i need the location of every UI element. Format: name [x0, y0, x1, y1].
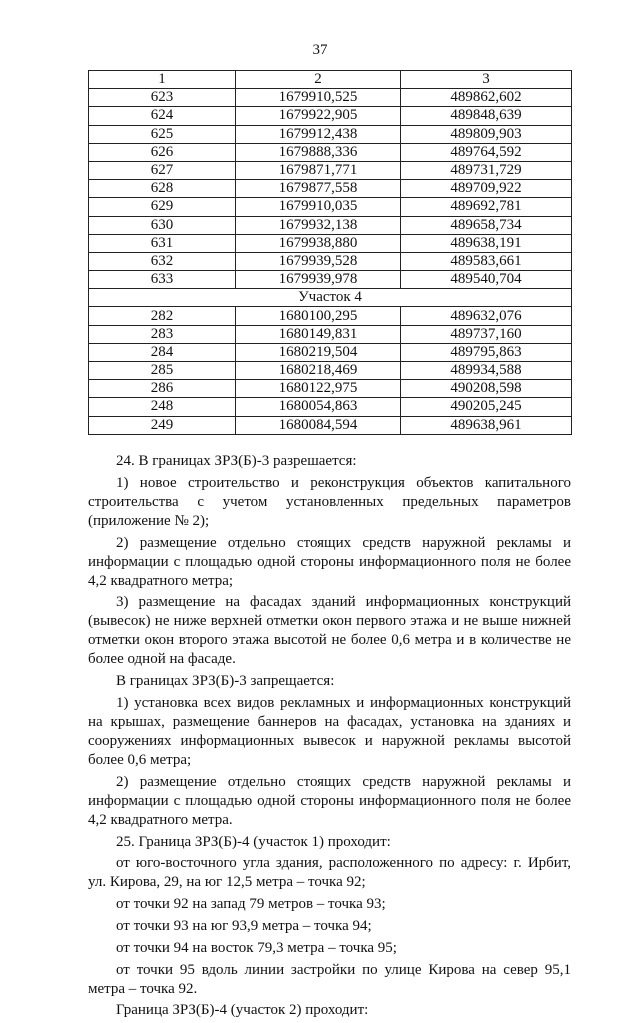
table-row [89, 271, 572, 289]
table-row [89, 180, 572, 198]
column-header: 2 [236, 71, 401, 89]
x-coordinate-cell: 1679910,035 [236, 198, 401, 216]
y-coordinate-cell: 489638,961 [401, 416, 572, 434]
paragraph: 2) размещение отдельно стоящих средств наружной рекламы и информации с площадью одной стороны информационного поля не более 4,2 квадратного метра. [88, 773, 571, 828]
y-coordinate-cell: 489862,602 [401, 89, 572, 107]
y-coordinate-cell: 489848,639 [401, 107, 572, 125]
section-label: Участок 4 [89, 289, 572, 307]
x-coordinate-cell: 1679888,336 [236, 143, 401, 161]
table-header-row [89, 71, 572, 89]
y-coordinate-cell: 489658,734 [401, 216, 572, 234]
point-number-cell: 283 [89, 325, 236, 343]
paragraph: от точки 95 вдоль линии застройки по улице Кирова на север 95,1 метра – точка 92. [88, 961, 571, 997]
column-header: 3 [401, 71, 572, 89]
x-coordinate-cell: 1679939,978 [236, 271, 401, 289]
point-number-cell: 632 [89, 252, 236, 270]
point-number-cell: 629 [89, 198, 236, 216]
paragraph: 25. Граница ЗРЗ(Б)-4 (участок 1) проходит: [116, 833, 391, 850]
x-coordinate-cell: 1679932,138 [236, 216, 401, 234]
x-coordinate-cell: 1679938,880 [236, 234, 401, 252]
x-coordinate-cell: 1680122,975 [236, 380, 401, 398]
x-coordinate-cell: 1680218,469 [236, 362, 401, 380]
table-row [89, 161, 572, 179]
table-body-group-1 [89, 89, 572, 289]
x-coordinate-cell: 1680100,295 [236, 307, 401, 325]
table-row [89, 380, 572, 398]
x-coordinate-cell: 1679922,905 [236, 107, 401, 125]
table-row [89, 416, 572, 434]
paragraph: 1) новое строительство и реконструкция объектов капитального строительства с учетом установленных предельных параметров (приложение № 2); [88, 474, 571, 529]
point-number-cell: 631 [89, 234, 236, 252]
x-coordinate-cell: 1679871,771 [236, 161, 401, 179]
y-coordinate-cell: 489632,076 [401, 307, 572, 325]
table-row [89, 343, 572, 361]
point-number-cell: 627 [89, 161, 236, 179]
table-section [89, 289, 572, 307]
paragraph: В границах ЗРЗ(Б)-3 запрещается: [116, 673, 335, 690]
x-coordinate-cell: 1679877,558 [236, 180, 401, 198]
x-coordinate-cell: 1679910,525 [236, 89, 401, 107]
paragraph: 24. В границах ЗРЗ(Б)-3 разрешается: [116, 453, 357, 469]
point-number-cell: 626 [89, 143, 236, 161]
y-coordinate-cell: 489583,661 [401, 252, 572, 270]
document-text [88, 452, 571, 1023]
y-coordinate-cell: 489540,704 [401, 271, 572, 289]
table-row [89, 216, 572, 234]
paragraph: 3) размещение на фасадах зданий информационных конструкций (вывесок) не ниже верхней отметки окон первого этажа и не выше нижней отметки окон второго этажа высотой не более 0,6 метра и в количестве не более одной на фасаде. [88, 594, 571, 668]
table-row [89, 252, 572, 270]
y-coordinate-cell: 489809,903 [401, 125, 572, 143]
paragraph: 2) размещение отдельно стоящих средств наружной рекламы и информации с площадью одной стороны информационного поля не более 4,2 квадратного метра; [88, 534, 571, 589]
x-coordinate-cell: 1680149,831 [236, 325, 401, 343]
y-coordinate-cell: 490208,598 [401, 380, 572, 398]
x-coordinate-cell: 1679912,438 [236, 125, 401, 143]
table-row [89, 198, 572, 216]
table-row [89, 143, 572, 161]
point-number-cell: 286 [89, 380, 236, 398]
point-number-cell: 248 [89, 398, 236, 416]
table-row [89, 398, 572, 416]
column-header: 1 [89, 71, 236, 89]
x-coordinate-cell: 1680219,504 [236, 343, 401, 361]
y-coordinate-cell: 489692,781 [401, 198, 572, 216]
paragraph: от точки 93 на юг 93,9 метра – точка 94; [116, 917, 372, 934]
point-number-cell: 284 [89, 343, 236, 361]
page-number: 37 [312, 42, 328, 58]
y-coordinate-cell: 489731,729 [401, 161, 572, 179]
x-coordinate-cell: 1679939,528 [236, 252, 401, 270]
point-number-cell: 625 [89, 125, 236, 143]
y-coordinate-cell: 490205,245 [401, 398, 572, 416]
table-body-group-2 [89, 307, 572, 434]
y-coordinate-cell: 489709,922 [401, 180, 572, 198]
point-number-cell: 624 [89, 107, 236, 125]
y-coordinate-cell: 489638,191 [401, 234, 572, 252]
y-coordinate-cell: 489764,592 [401, 143, 572, 161]
y-coordinate-cell: 489934,588 [401, 362, 572, 380]
table-row [89, 325, 572, 343]
point-number-cell: 285 [89, 362, 236, 380]
paragraph: от точки 94 на восток 79,3 метра – точка 95; [116, 939, 397, 956]
paragraph: Граница ЗРЗ(Б)-4 (участок 2) проходит: [116, 1002, 369, 1019]
paragraph: от точки 92 на запад 79 метров – точка 93; [116, 896, 386, 913]
point-number-cell: 623 [89, 89, 236, 107]
table-row [89, 107, 572, 125]
y-coordinate-cell: 489737,160 [401, 325, 572, 343]
y-coordinate-cell: 489795,863 [401, 343, 572, 361]
point-number-cell: 633 [89, 271, 236, 289]
table-row [89, 125, 572, 143]
point-number-cell: 630 [89, 216, 236, 234]
point-number-cell: 249 [89, 416, 236, 434]
paragraph: 1) установка всех видов рекламных и информационных конструкций на крышах, размещение баннеров на фасадах, установка на зданиях и сооружениях информационных вывесок и наружной рекламы высотой более 0,6 метра; [88, 694, 571, 768]
table-row [89, 362, 572, 380]
coordinates-table [88, 70, 572, 435]
table-row [89, 307, 572, 325]
point-number-cell: 282 [89, 307, 236, 325]
x-coordinate-cell: 1680084,594 [236, 416, 401, 434]
x-coordinate-cell: 1680054,863 [236, 398, 401, 416]
table-row [89, 89, 572, 107]
paragraph: от юго-восточного угла здания, расположенного по адресу: г. Ирбит, ул. Кирова, 29, на юг 12,5 метра – точка 92; [88, 855, 571, 891]
point-number-cell: 628 [89, 180, 236, 198]
section-row [89, 289, 572, 307]
table-row [89, 234, 572, 252]
